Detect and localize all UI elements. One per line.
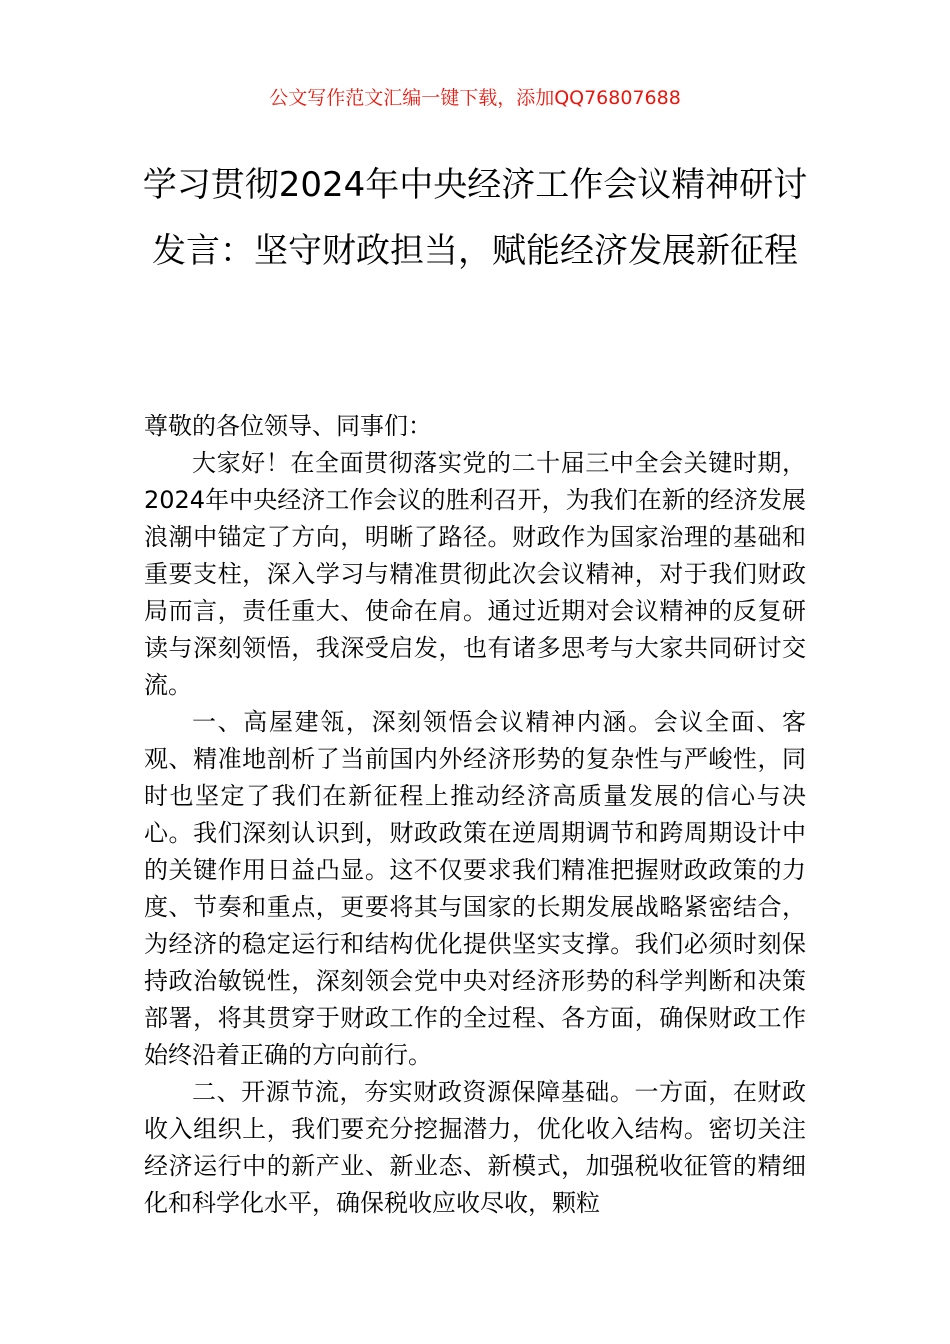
paragraph-section-2: 二、开源节流，夯实财政资源保障基础。一方面，在财政收入组织上，我们要充分挖掘潜力，优化收入结构。密切关注经济运行中的新产业、新业态、新模式，加强税收征管的精细化和科学化水平，确保税收应收尽收，颗粒 — [144, 1078, 806, 1217]
header-note: 公文写作范文汇编一键下载，添加QQ76807688 — [269, 87, 681, 109]
paragraph-section-1: 一、高屋建瓴，深刻领悟会议精神内涵。会议全面、客观、精准地剖析了当前国内外经济形势的复杂性与严峻性，同时也坚定了我们在新征程上推动经济高质量发展的信心与决心。我们深刻认识到，财政政策在逆周期调节和跨周期设计中的关键作用日益凸显。这不仅要求我们精准把握财政政策的力度、节奏和重点，更要将其与国家的长期发展战略紧密结合，为经济的稳定运行和结构优化提供坚实支撑。我们必须时刻保持政治敏锐性，深刻领会党中央对经济形势的科学判断和决策部署，将其贯穿于财政工作的全过程、各方面，确保财政工作始终沿着正确的方向前行。 — [144, 708, 806, 1069]
page-title: 学习贯彻2024年中央经济工作会议精神研讨发言：坚守财政担当，赋能经济发展新征程 — [142, 165, 808, 271]
salutation: 尊敬的各位领导、同事们： — [144, 412, 432, 440]
document-body — [144, 408, 806, 1222]
paragraph-intro: 大家好！在全面贯彻落实党的二十届三中全会关键时期，2024年中央经济工作会议的胜利召开，为我们在新的经济发展浪潮中锚定了方向，明晰了路径。财政作为国家治理的基础和重要支柱，深入学习与精准贯彻此次会议精神，对于我们财政局而言，责任重大、使命在肩。通过近期对会议精神的反复研读与深刻领悟，我深受启发，也有诸多思考与大家共同研讨交流。 — [144, 449, 806, 699]
